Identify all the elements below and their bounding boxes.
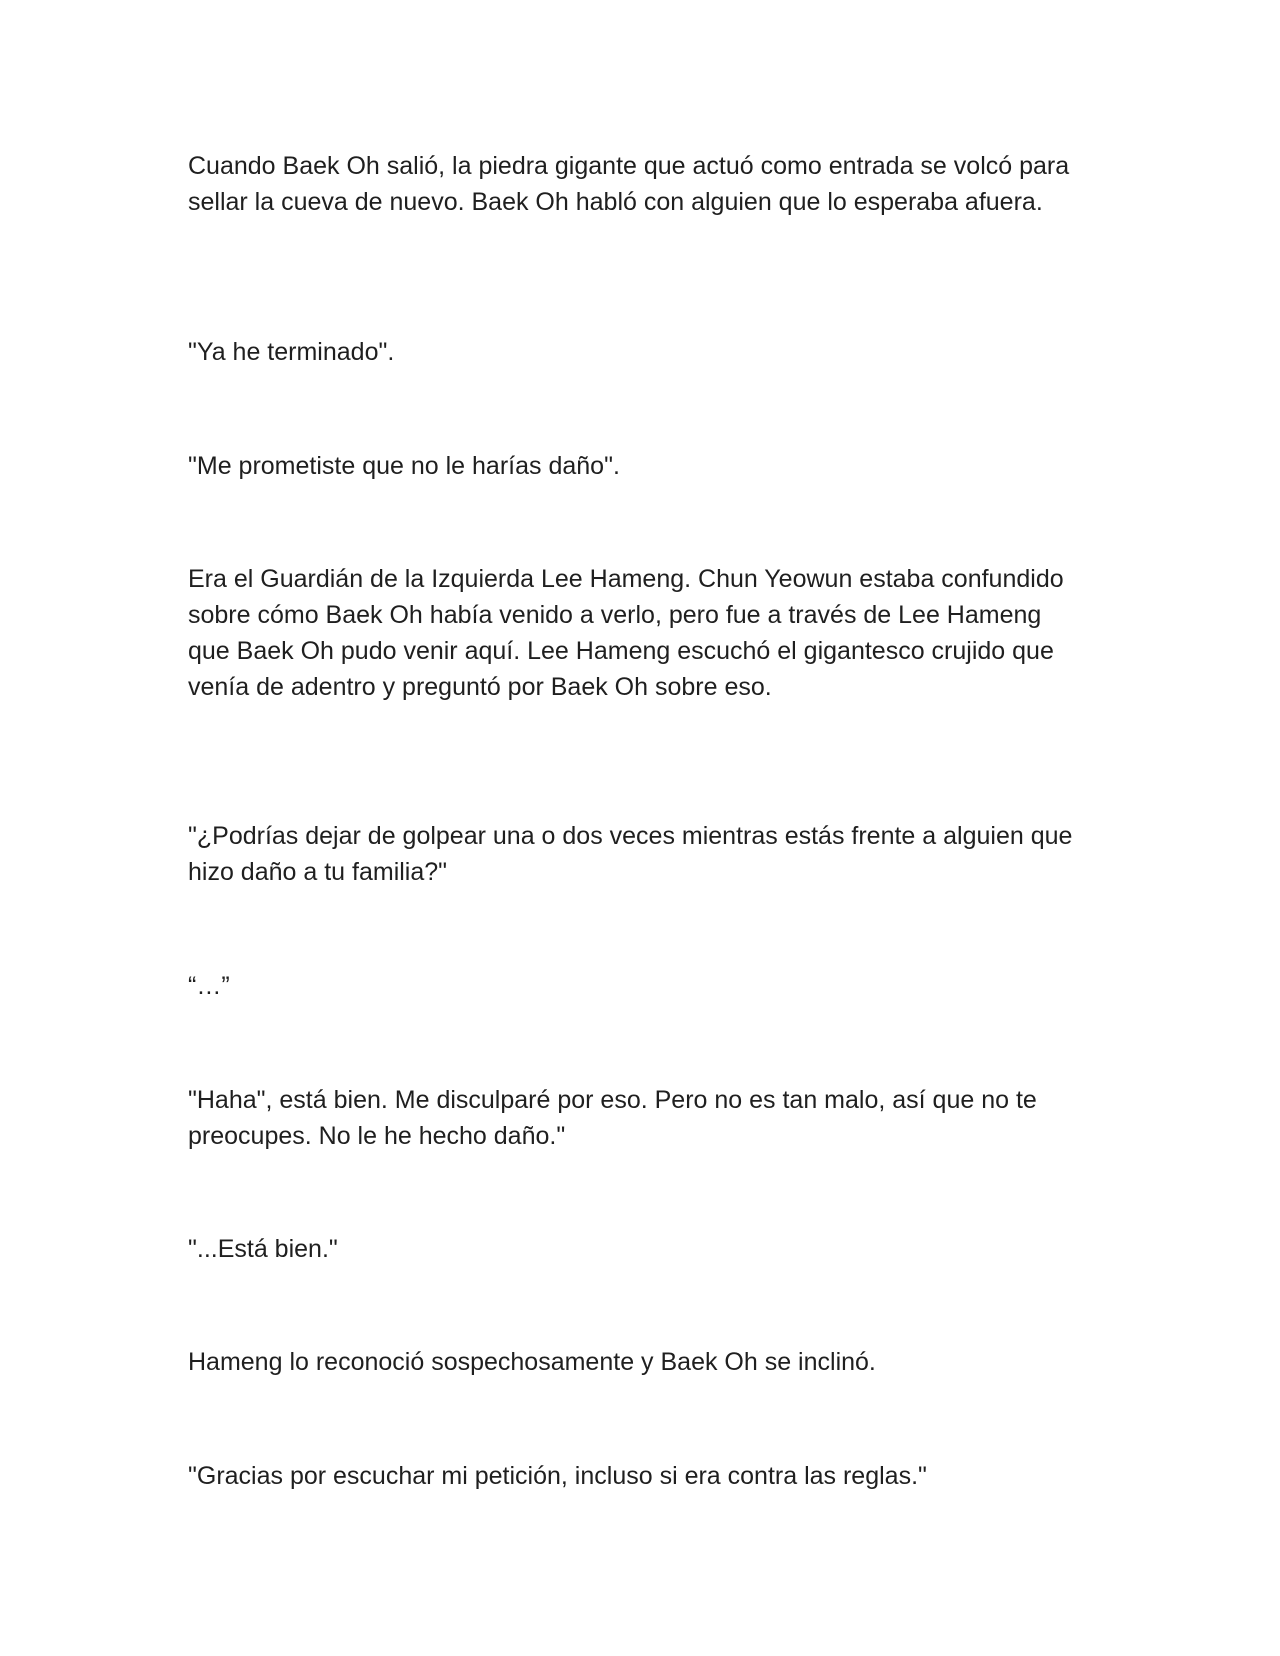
paragraph-dialogue-silence: “…” xyxy=(188,972,230,1000)
paragraph-dialogue-ok: "...Está bien." xyxy=(188,1235,338,1263)
paragraph-narration-bow: Hameng lo reconoció sospechosamente y Baek Oh se inclinó. xyxy=(188,1348,876,1376)
paragraph-narration-guardian: Era el Guardián de la Izquierda Lee Hameng. Chun Yeowun estaba confundido sobre cómo Baek Oh había venido a verlo, pero fue a través de Lee Hameng que Baek Oh pudo venir aquí. Lee Hameng escuchó el gigantesco crujido que venía de adentro y preguntó por Baek Oh sobre eso. xyxy=(188,565,1064,701)
paragraph-dialogue-promise: "Me prometiste que no le harías daño". xyxy=(188,452,620,480)
paragraph-dialogue-finished: "Ya he terminado". xyxy=(188,338,395,366)
paragraph-dialogue-thanks: "Gracias por escuchar mi petición, incluso si era contra las reglas." xyxy=(188,1462,927,1490)
paragraph-dialogue-apology: "Haha", está bien. Me disculparé por eso. Pero no es tan malo, así que no te preocupes. No le he hecho daño." xyxy=(188,1086,1037,1150)
paragraph-dialogue-question: "¿Podrías dejar de golpear una o dos veces mientras estás frente a alguien que hizo daño a tu familia?" xyxy=(188,822,1073,886)
paragraph-narration-exit: Cuando Baek Oh salió, la piedra gigante que actuó como entrada se volcó para sellar la cueva de nuevo. Baek Oh habló con alguien que lo esperaba afuera. xyxy=(188,152,1070,216)
